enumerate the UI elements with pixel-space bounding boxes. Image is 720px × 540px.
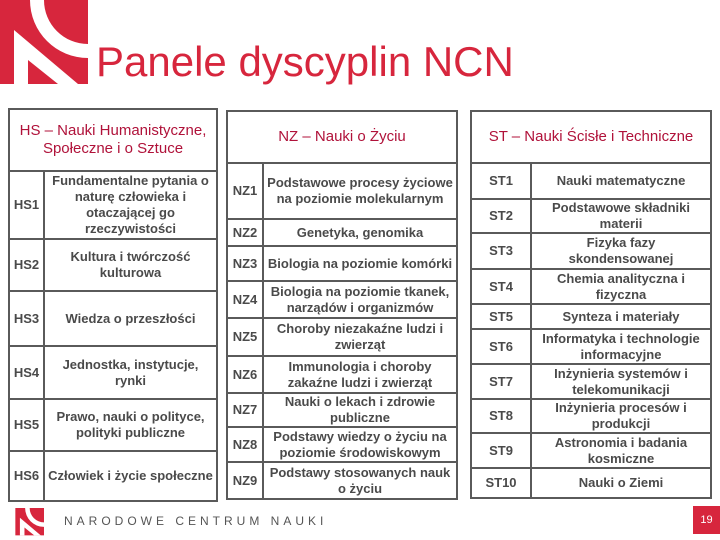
panel-name: Fundamentalne pytania o naturę człowieka i otaczającej go rzeczywistości <box>44 171 217 239</box>
panel-code: ST2 <box>471 199 531 233</box>
table-row <box>471 399 711 433</box>
panel-name: Nauki o lekach i zdrowie publiczne <box>263 393 457 427</box>
panel-name: Genetyka, genomika <box>263 219 457 246</box>
table-row <box>471 329 711 364</box>
page-title: Panele dyscyplin NCN <box>96 38 514 85</box>
panel-name: Biologia na poziomie tkanek, narządów i organizmów <box>263 281 457 318</box>
panel-code: ST6 <box>471 329 531 364</box>
panel-code: ST3 <box>471 233 531 269</box>
panel-code: NZ7 <box>227 393 263 427</box>
panel-code: HS5 <box>9 399 44 451</box>
panel-name: Chemia analityczna i fizyczna <box>531 269 711 304</box>
table-row <box>227 356 457 393</box>
panel-name: Synteza i materiały <box>531 304 711 329</box>
st-header: ST – Nauki Ścisłe i Techniczne <box>471 111 711 163</box>
table-row <box>9 171 217 239</box>
footer-org-name: NARODOWE CENTRUM NAUKI <box>64 514 328 528</box>
panel-code: NZ1 <box>227 163 263 219</box>
panel-code: ST5 <box>471 304 531 329</box>
panel-name: Podstawowe składniki materii <box>531 199 711 233</box>
panel-code: NZ2 <box>227 219 263 246</box>
table-row <box>471 163 711 199</box>
table-row <box>227 246 457 281</box>
panel-code: ST1 <box>471 163 531 199</box>
table-row <box>471 364 711 399</box>
panel-code: NZ8 <box>227 427 263 462</box>
table-row <box>471 269 711 304</box>
panel-code: ST8 <box>471 399 531 433</box>
table-row <box>471 199 711 233</box>
panel-code: ST9 <box>471 433 531 468</box>
table-row <box>227 462 457 499</box>
panel-code: HS6 <box>9 451 44 501</box>
table-row <box>9 346 217 399</box>
table-row <box>471 304 711 329</box>
table-row <box>471 433 711 468</box>
panel-name: Choroby niezakaźne ludzi i zwierząt <box>263 318 457 356</box>
panel-code: HS3 <box>9 291 44 346</box>
nz-rows <box>227 163 457 499</box>
nz-panel-table <box>226 110 458 500</box>
panel-code: ST7 <box>471 364 531 399</box>
page-number: 19 <box>693 506 720 534</box>
table-row <box>227 393 457 427</box>
panel-name: Nauki matematyczne <box>531 163 711 199</box>
panel-name: Inżynieria systemów i telekomunikacji <box>531 364 711 399</box>
panel-code: NZ4 <box>227 281 263 318</box>
panel-name: Podstawowe procesy życiowe na poziomie molekularnym <box>263 163 457 219</box>
table-row <box>9 451 217 501</box>
panel-name: Podstawy wiedzy o życiu na poziomie środowiskowym <box>263 427 457 462</box>
footer-logo-icon <box>14 508 46 536</box>
panel-code: HS4 <box>9 346 44 399</box>
table-row <box>227 219 457 246</box>
panel-code: NZ3 <box>227 246 263 281</box>
panel-name: Fizyka fazy skondensowanej <box>531 233 711 269</box>
panel-name: Immunologia i choroby zakaźne ludzi i zwierząt <box>263 356 457 393</box>
panel-name: Podstawy stosowanych nauk o życiu <box>263 462 457 499</box>
panel-code: HS1 <box>9 171 44 239</box>
panel-name: Człowiek i życie społeczne <box>44 451 217 501</box>
table-row <box>471 233 711 269</box>
panel-code: NZ6 <box>227 356 263 393</box>
table-row <box>9 399 217 451</box>
panel-code: NZ9 <box>227 462 263 499</box>
panel-code: ST10 <box>471 468 531 498</box>
table-row <box>471 468 711 498</box>
panel-name: Kultura i twórczość kulturowa <box>44 239 217 291</box>
hs-panel-table <box>8 108 218 502</box>
st-panel-table <box>470 110 712 499</box>
ncn-logo-icon <box>0 0 90 86</box>
panel-name: Astronomia i badania kosmiczne <box>531 433 711 468</box>
st-rows <box>471 163 711 498</box>
panel-code: NZ5 <box>227 318 263 356</box>
table-row <box>9 291 217 346</box>
panel-name: Prawo, nauki o polityce, polityki publiczne <box>44 399 217 451</box>
table-row <box>227 318 457 356</box>
panel-name: Wiedza o przeszłości <box>44 291 217 346</box>
table-row <box>227 281 457 318</box>
table-row <box>227 427 457 462</box>
hs-header: HS – Nauki Humanistyczne, Społeczne i o Sztuce <box>9 109 217 171</box>
panel-name: Nauki o Ziemi <box>531 468 711 498</box>
table-row <box>227 163 457 219</box>
panel-name: Biologia na poziomie komórki <box>263 246 457 281</box>
nz-header: NZ – Nauki o Życiu <box>227 111 457 163</box>
panel-name: Inżynieria procesów i produkcji <box>531 399 711 433</box>
hs-rows <box>9 171 217 501</box>
panel-code: ST4 <box>471 269 531 304</box>
panel-code: HS2 <box>9 239 44 291</box>
panel-name: Jednostka, instytucje, rynki <box>44 346 217 399</box>
panel-name: Informatyka i technologie informacyjne <box>531 329 711 364</box>
table-row <box>9 239 217 291</box>
